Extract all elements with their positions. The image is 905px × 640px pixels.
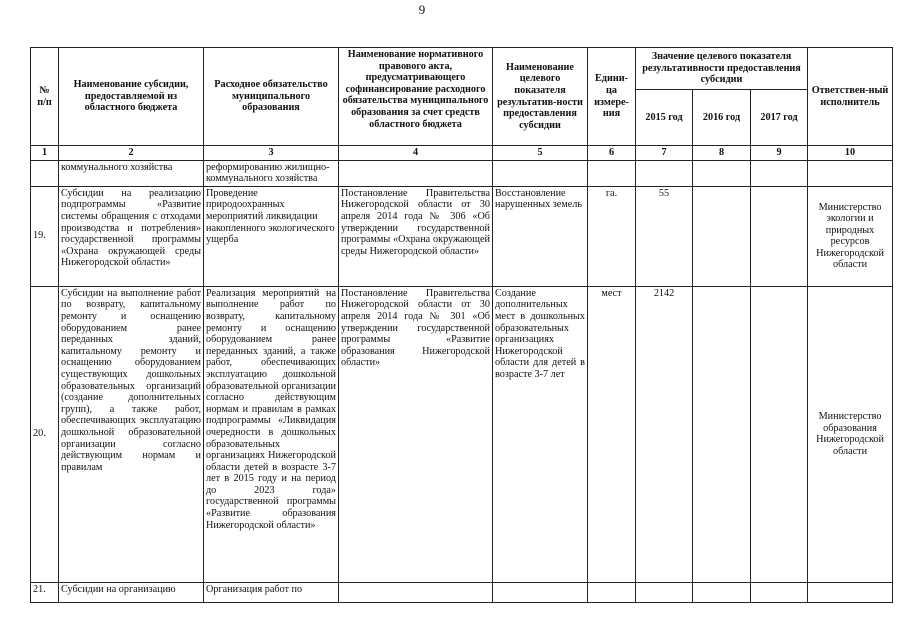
header-indicator: Наименование целевого показателя результатив-ности предоставления субсидии — [493, 48, 588, 146]
cell-2017 — [751, 186, 808, 286]
cell-2015: 2142 — [636, 286, 693, 582]
cell-indicator: Создание дополнительных мест в дошкольных образовательных организациях Нижегородской области для детей в возрасте 3-7 лет — [493, 286, 588, 582]
cell-responsible: Министерство образования Нижегородской области — [808, 286, 893, 582]
col-number: 9 — [751, 146, 808, 161]
table-row — [31, 186, 893, 286]
col-number: 8 — [693, 146, 751, 161]
cell-row-number: 21. — [31, 582, 59, 602]
header-subsidy-name: Наименование субсидии, предоставляемой из областного бюджета — [59, 48, 204, 146]
cell-obligation: Организация работ по — [204, 582, 339, 602]
cell-indicator: Восстановление нарушенных земель — [493, 186, 588, 286]
header-obligation: Расходное обязательство муниципального образования — [204, 48, 339, 146]
header-target-value: Значение целевого показателя результативности предоставления субсидии — [636, 48, 808, 90]
col-number: 7 — [636, 146, 693, 161]
header-2015: 2015 год — [636, 90, 693, 146]
cell-responsible: Министерство экологии и природных ресурсов Нижегородской области — [808, 186, 893, 286]
col-number: 6 — [588, 146, 636, 161]
cell-indicator — [493, 582, 588, 602]
cell-legal-act — [339, 582, 493, 602]
cell-obligation: реформированию жилищно-коммунального хозяйства — [204, 160, 339, 186]
cell-2015: 55 — [636, 186, 693, 286]
table-row — [31, 160, 893, 186]
table-row — [31, 582, 893, 602]
col-number: 3 — [204, 146, 339, 161]
header-unit: Едини-ца измере-ния — [588, 48, 636, 146]
col-number: 1 — [31, 146, 59, 161]
header-2016: 2016 год — [693, 90, 751, 146]
cell-obligation: Проведение природоохранных мероприятий ликвидации накопленного экологического ущерба — [204, 186, 339, 286]
cell-unit: га. — [588, 186, 636, 286]
cell-unit — [588, 582, 636, 602]
cell-subsidy-name: Субсидии на выполнение работ по возврату, капитальному ремонту и оснащению оборудованием ранее переданных зданий, капитальному ремонту и оснащению оборудованием существующих дошкольных образовательных организаций (создание дополнительных групп), а также работ, обеспечивающих эксплуатацию дошкольной образовательной организации согласно действующим нормам и правилам — [59, 286, 204, 582]
cell-2016 — [693, 286, 751, 582]
cell-2016 — [693, 582, 751, 602]
cell-2015 — [636, 582, 693, 602]
page-number: 9 — [418, 2, 426, 17]
header-responsible: Ответствен-ный исполнитель — [808, 48, 893, 146]
cell-legal-act: Постановление Правительства Нижегородской области от 30 апреля 2014 года № 306 «Об утверждении государственной программы «Охрана окружающей среды Нижегородской области» — [339, 186, 493, 286]
cell-2016 — [693, 186, 751, 286]
cell-subsidy-name: коммунального хозяйства — [59, 160, 204, 186]
col-number: 10 — [808, 146, 893, 161]
cell-row-number: 19. — [31, 186, 59, 286]
cell-legal-act: Постановление Правительства Нижегородской области от 30 апреля 2014 года № 301 «Об утверждении государственной программы «Развитие образования Нижегородской области» — [339, 286, 493, 582]
col-number: 4 — [339, 146, 493, 161]
table-row — [31, 286, 893, 582]
cell-2017 — [751, 286, 808, 582]
header-num: № п/п — [31, 48, 59, 146]
header-2017: 2017 год — [751, 90, 808, 146]
cell-subsidy-name: Субсидии на организацию — [59, 582, 204, 602]
cell-subsidy-name: Субсидии на реализацию подпрограммы «Развитие системы обращения с отходами производства и потребления» государственной программы «Охрана окружающей среды Нижегородской области» — [59, 186, 204, 286]
header-legal-act: Наименование нормативного правового акта, предусматривающего софинансирование расходного обязательства муниципального образования за счет средств областного бюджета — [339, 48, 493, 146]
col-number: 2 — [59, 146, 204, 161]
col-number: 5 — [493, 146, 588, 161]
subsidy-table — [30, 47, 893, 603]
cell-2017 — [751, 582, 808, 602]
cell-responsible — [808, 582, 893, 602]
cell-row-number: 20. — [31, 286, 59, 582]
cell-unit: мест — [588, 286, 636, 582]
cell-obligation: Реализация мероприятий на выполнение работ по возврату, капитальному ремонту и оснащению оборудованием ранее переданных зданий, а также работ, обеспечивающих эксплуатацию дошкольной образовательной организации согласно действующим нормам и правилам в рамках подпрограммы «Ликвидация очередности в дошкольных образовательных организациях Нижегородской области детей в возрасте 3-7 лет в 2015 году и на период до 2023 года» государственной программы «Развитие образования Нижегородской области» — [204, 286, 339, 582]
